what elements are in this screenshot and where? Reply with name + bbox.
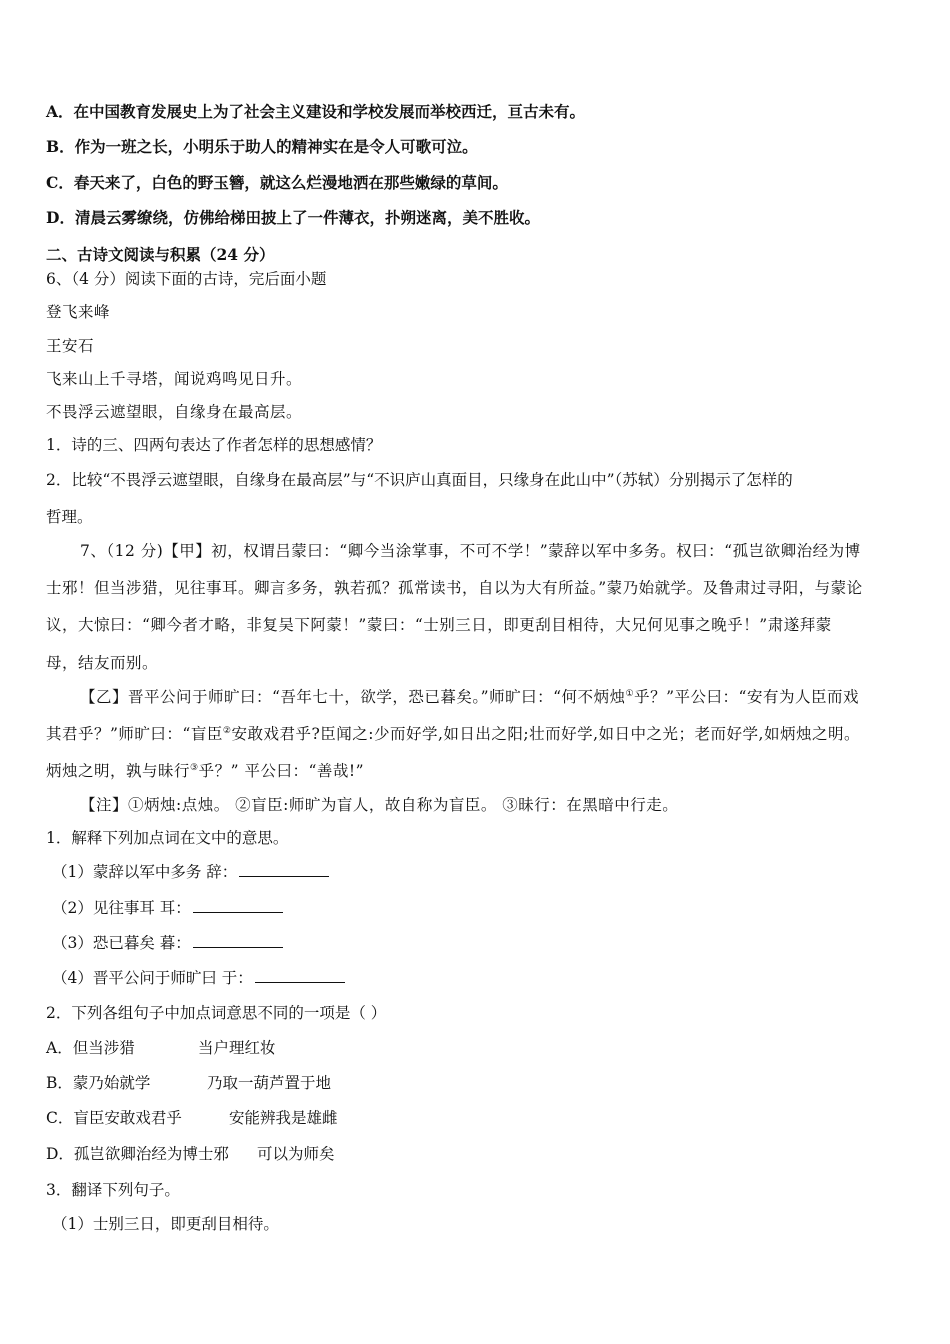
passage-yi-line: 炳烛之明，孰与昧行③乎？” 平公曰：“善哉!” [46, 762, 365, 780]
footnote-marker: ③ [190, 762, 199, 773]
option-d: D．清晨云雾缭绕，仿佛给梯田披上了一件薄衣，扑朔迷离，美不胜收。 [46, 208, 540, 227]
answer-blank[interactable] [193, 898, 283, 913]
answer-blank[interactable] [193, 933, 283, 948]
choice-option-compare: 当户理红妆 [198, 1039, 276, 1057]
poem-title: 登飞来峰 [46, 303, 111, 321]
option-a: A．在中国教育发展史上为了社会主义建设和学校发展而举校西迁，亘古未有。 [46, 102, 586, 121]
choice-option[interactable]: A．但当涉猎 [46, 1039, 135, 1057]
q7-sub2: 2．下列各组句子中加点词意思不同的一项是（ ） [46, 1004, 387, 1022]
q7-sub3: 3．翻译下列句子。 [46, 1181, 180, 1199]
annotation-note: 【注】①炳烛:点烛。 ②盲臣:师旷为盲人，故自称为盲臣。 ③昧行：在黑暗中行走。 [80, 796, 679, 814]
fill-blank-item: （2）见往事耳 耳： [52, 898, 283, 918]
passage-yi-line: 其君乎？”师旷曰：“盲臣②安敢戏君乎?臣闻之:少而好学,如日出之阳;壮而好学,如日中之光；老而好学,如炳烛之明。 [46, 725, 860, 743]
choice-option-compare: 乃取一葫芦置于地 [207, 1074, 332, 1092]
answer-blank[interactable] [239, 862, 329, 877]
choice-option-compare: 可以为师矣 [257, 1145, 335, 1163]
choice-option[interactable]: B．蒙乃始就学 [46, 1074, 151, 1092]
passage-yi-line: 【乙】晋平公问于师旷曰：“吾年七十，欲学，恐已暮矣。”师旷曰：“何不炳烛①乎？”平公曰：“安有为人臣而戏 [80, 688, 859, 706]
choice-option-compare: 安能辨我是雄雌 [229, 1109, 338, 1127]
q6-sub2-cont: 哲理。 [46, 508, 93, 526]
footnote-marker: ① [625, 688, 635, 699]
passage-jia-line: 母，结友而别。 [46, 654, 159, 672]
poem-line: 不畏浮云遮望眼，自缘身在最高层。 [46, 403, 303, 421]
fill-blank-item: （4）晋平公问于师旷曰 于： [52, 968, 345, 988]
q6-sub2: 2．比较“不畏浮云遮望眼，自缘身在最高层”与“不识庐山真面目，只缘身在此山中”（苏轼）分别揭示了怎样的 [46, 471, 793, 489]
section-heading: 二、古诗文阅读与积累（24 分） [46, 245, 275, 264]
poem-line: 飞来山上千寻塔，闻说鸡鸣见日升。 [46, 370, 303, 388]
choice-option[interactable]: D．孤岂欲卿治经为博士邪 [46, 1145, 229, 1163]
footnote-marker: ② [222, 725, 232, 736]
passage-jia-line: 7、（12 分)【甲】初，权谓吕蒙曰：“卿今当涂掌事，不可不学！”蒙辞以军中多务。权曰：“孤岂欲卿治经为博 [80, 542, 861, 560]
translation-item: （1）士别三日，即更刮目相待。 [52, 1215, 279, 1233]
passage-jia-line: 议，大惊曰：“卿今者才略，非复吴下阿蒙！”蒙曰：“士别三日，即更刮目相待，大兄何见事之晚乎！”肃遂拜蒙 [46, 616, 832, 634]
q6-intro: 6、（4 分）阅读下面的古诗，完后面小题 [46, 270, 327, 288]
fill-blank-item: （3）恐已暮矣 暮： [52, 933, 283, 953]
option-c: C．春天来了，白色的野玉簪，就这么烂漫地洒在那些嫩绿的草间。 [46, 173, 508, 192]
fill-blank-item: （1）蒙辞以军中多务 辞： [52, 862, 329, 882]
q6-sub1: 1．诗的三、四两句表达了作者怎样的思想感情？ [46, 436, 382, 454]
q7-sub1: 1．解释下列加点词在文中的意思。 [46, 829, 289, 847]
answer-blank[interactable] [255, 968, 345, 983]
option-b: B．作为一班之长，小明乐于助人的精神实在是令人可歌可泣。 [46, 137, 478, 156]
passage-jia-line: 士邪！但当涉猎，见往事耳。卿言多务，孰若孤？孤常读书，自以为大有所益。”蒙乃始就学。及鲁肃过寻阳，与蒙论 [46, 579, 863, 597]
poem-author: 王安石 [46, 337, 95, 355]
choice-option[interactable]: C．盲臣安敢戏君乎 [46, 1109, 182, 1127]
